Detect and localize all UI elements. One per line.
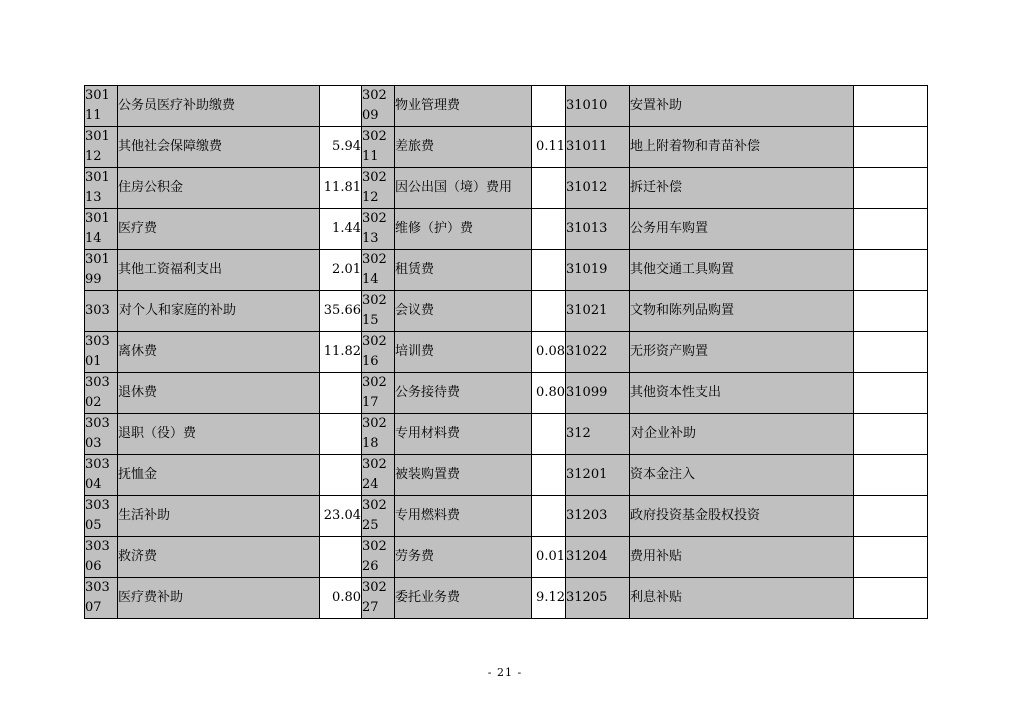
economic-code-cell: 30224 (362, 455, 395, 496)
economic-code-cell: 30212 (362, 168, 395, 209)
item-name-cell: 物业管理费 (395, 86, 532, 127)
economic-code-cell: 30302 (85, 373, 118, 414)
table-row (85, 373, 928, 414)
item-name-cell: 专用燃料费 (395, 496, 532, 537)
item-name-cell: 其他交通工具购置 (630, 250, 854, 291)
item-name-cell: 拆迁补偿 (630, 168, 854, 209)
economic-code-cell: 31011 (566, 127, 630, 168)
amount-cell (854, 291, 928, 332)
amount-cell: 35.66 (320, 291, 362, 332)
amount-cell (532, 250, 566, 291)
amount-cell: 0.01 (532, 537, 566, 578)
amount-cell (320, 86, 362, 127)
economic-code-cell: 31201 (566, 455, 630, 496)
table-row (85, 537, 928, 578)
table-row (85, 291, 928, 332)
amount-cell: 0.80 (320, 578, 362, 619)
economic-code-cell: 30215 (362, 291, 395, 332)
amount-cell (854, 127, 928, 168)
amount-cell: 1.44 (320, 209, 362, 250)
amount-cell (854, 455, 928, 496)
table-body (85, 86, 928, 619)
table-row (85, 496, 928, 537)
economic-code-cell: 30227 (362, 578, 395, 619)
economic-code-cell: 30114 (85, 209, 118, 250)
amount-cell (854, 537, 928, 578)
amount-cell (532, 414, 566, 455)
economic-code-cell: 30209 (362, 86, 395, 127)
item-name-cell: 政府投资基金股权投资 (630, 496, 854, 537)
item-name-cell: 利息补贴 (630, 578, 854, 619)
amount-cell: 11.81 (320, 168, 362, 209)
item-name-cell: 劳务费 (395, 537, 532, 578)
economic-code-cell: 31203 (566, 496, 630, 537)
item-name-cell: 培训费 (395, 332, 532, 373)
amount-cell (320, 414, 362, 455)
economic-code-cell: 30306 (85, 537, 118, 578)
table-row (85, 168, 928, 209)
item-name-cell: 会议费 (395, 291, 532, 332)
economic-code-cell: 31099 (566, 373, 630, 414)
amount-cell (320, 455, 362, 496)
item-name-cell: 资本金注入 (630, 455, 854, 496)
amount-cell (854, 332, 928, 373)
amount-cell: 0.08 (532, 332, 566, 373)
amount-cell (854, 168, 928, 209)
item-name-cell: 维修（护）费 (395, 209, 532, 250)
item-name-cell: 因公出国（境）费用 (395, 168, 532, 209)
page-number: - 21 - (487, 666, 523, 679)
amount-cell: 0.11 (532, 127, 566, 168)
amount-cell: 5.94 (320, 127, 362, 168)
item-name-cell: 住房公积金 (118, 168, 320, 209)
item-name-cell: 医疗费补助 (118, 578, 320, 619)
amount-cell (854, 578, 928, 619)
amount-cell (532, 168, 566, 209)
economic-code-cell: 31204 (566, 537, 630, 578)
item-name-cell: 文物和陈列品购置 (630, 291, 854, 332)
amount-cell (854, 86, 928, 127)
economic-code-cell: 30113 (85, 168, 118, 209)
economic-code-cell: 31022 (566, 332, 630, 373)
amount-cell (854, 496, 928, 537)
item-name-cell: 无形资产购置 (630, 332, 854, 373)
item-name-cell: 退职（役）费 (118, 414, 320, 455)
table-row (85, 455, 928, 496)
item-name-cell: 安置补助 (630, 86, 854, 127)
table-row (85, 332, 928, 373)
amount-cell (532, 209, 566, 250)
item-name-cell: 其他工资福利支出 (118, 250, 320, 291)
economic-code-cell: 30211 (362, 127, 395, 168)
economic-code-cell: 30199 (85, 250, 118, 291)
item-name-cell: 公务员医疗补助缴费 (118, 86, 320, 127)
amount-cell: 23.04 (320, 496, 362, 537)
amount-cell (854, 414, 928, 455)
economic-code-cell: 303 (85, 291, 118, 332)
amount-cell (532, 86, 566, 127)
amount-cell (320, 373, 362, 414)
item-name-cell: 费用补贴 (630, 537, 854, 578)
amount-cell (532, 496, 566, 537)
amount-cell: 9.12 (532, 578, 566, 619)
economic-code-cell: 31021 (566, 291, 630, 332)
item-name-cell: 公务用车购置 (630, 209, 854, 250)
economic-code-cell: 30301 (85, 332, 118, 373)
amount-cell (532, 291, 566, 332)
amount-cell: 0.80 (532, 373, 566, 414)
item-name-cell: 租赁费 (395, 250, 532, 291)
economic-code-cell: 30303 (85, 414, 118, 455)
economic-code-cell: 30225 (362, 496, 395, 537)
economic-code-cell: 30305 (85, 496, 118, 537)
economic-code-cell: 31013 (566, 209, 630, 250)
amount-cell (854, 209, 928, 250)
economic-code-cell: 30307 (85, 578, 118, 619)
economic-code-cell: 31205 (566, 578, 630, 619)
item-name-cell: 地上附着物和青苗补偿 (630, 127, 854, 168)
economic-code-cell: 312 (566, 414, 630, 455)
item-name-cell: 抚恤金 (118, 455, 320, 496)
economic-code-cell: 30213 (362, 209, 395, 250)
table-row (85, 250, 928, 291)
economic-code-cell: 30112 (85, 127, 118, 168)
item-name-cell: 其他资本性支出 (630, 373, 854, 414)
economic-code-cell: 31010 (566, 86, 630, 127)
item-name-cell: 被装购置费 (395, 455, 532, 496)
economic-code-cell: 30217 (362, 373, 395, 414)
amount-cell (532, 455, 566, 496)
item-name-cell: 离休费 (118, 332, 320, 373)
table-row (85, 578, 928, 619)
item-name-cell: 退休费 (118, 373, 320, 414)
amount-cell (854, 373, 928, 414)
economic-code-cell: 30304 (85, 455, 118, 496)
economic-code-cell: 31019 (566, 250, 630, 291)
economic-code-cell: 30226 (362, 537, 395, 578)
item-name-cell: 对企业补助 (630, 414, 854, 455)
amount-cell: 11.82 (320, 332, 362, 373)
budget-expenditure-table (84, 85, 928, 619)
item-name-cell: 公务接待费 (395, 373, 532, 414)
item-name-cell: 对个人和家庭的补助 (118, 291, 320, 332)
item-name-cell: 医疗费 (118, 209, 320, 250)
economic-code-cell: 30214 (362, 250, 395, 291)
table-row (85, 209, 928, 250)
economic-code-cell: 30218 (362, 414, 395, 455)
item-name-cell: 救济费 (118, 537, 320, 578)
amount-cell (854, 250, 928, 291)
economic-code-cell: 30216 (362, 332, 395, 373)
item-name-cell: 委托业务费 (395, 578, 532, 619)
economic-code-cell: 30111 (85, 86, 118, 127)
amount-cell (320, 537, 362, 578)
item-name-cell: 专用材料费 (395, 414, 532, 455)
table-row (85, 86, 928, 127)
item-name-cell: 生活补助 (118, 496, 320, 537)
item-name-cell: 其他社会保障缴费 (118, 127, 320, 168)
item-name-cell: 差旅费 (395, 127, 532, 168)
amount-cell: 2.01 (320, 250, 362, 291)
table-row (85, 414, 928, 455)
table-row (85, 127, 928, 168)
economic-code-cell: 31012 (566, 168, 630, 209)
